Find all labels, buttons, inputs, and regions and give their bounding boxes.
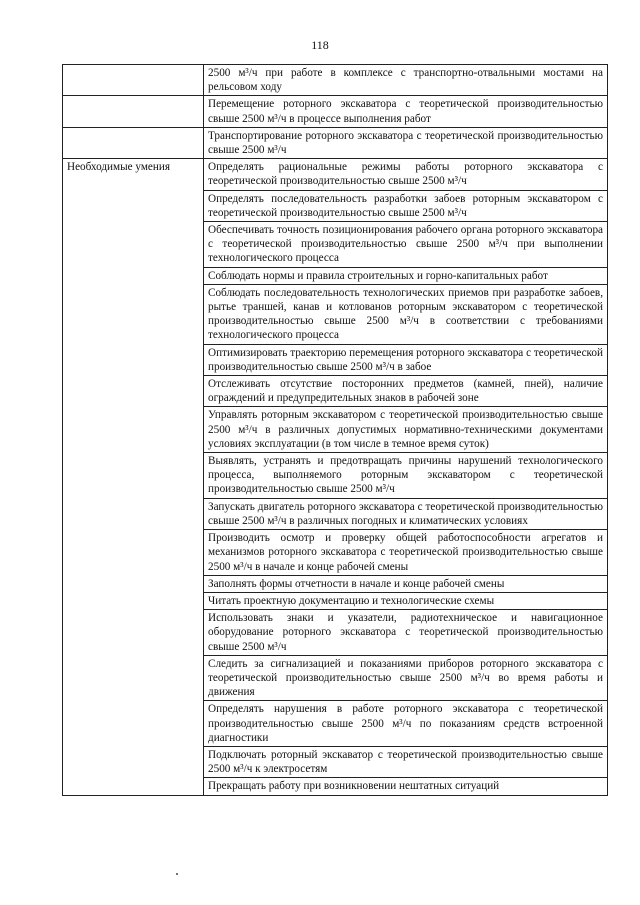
table-cell: Транспортирование роторного экскаватора с теоретической производительностью свыше 2500 м³/ч [204, 127, 608, 158]
table-cell: Определять рациональные режимы работы роторного экскаватора с теоретической производительностью свыше 2500 м³/ч [204, 159, 608, 190]
table-cell: Отслеживать отсутствие посторонних предметов (камней, пней), наличие ограждений и предупредительных знаков в рабочей зоне [204, 376, 608, 407]
table-cell: Определять последовательность разработки забоев роторным экскаватором с теоретической производительностью свыше 2500 м³/ч [204, 190, 608, 221]
table-row [63, 96, 608, 127]
table-cell: Читать проектную документацию и технологические схемы [204, 592, 608, 609]
table-cell: Прекращать работу при возникновении нештатных ситуаций [204, 778, 608, 795]
table-cell: Оптимизировать траекторию перемещения роторного экскаватора с теоретической производительностью свыше 2500 м³/ч в забое [204, 344, 608, 375]
table-cell: Производить осмотр и проверку общей работоспособности агрегатов и механизмов роторного экскаватора с теоретической производительностью свыше 2500 м³/ч в начале и конце рабочей смены [204, 530, 608, 576]
table-cell: Подключать роторный экскаватор с теоретической производительностью свыше 2500 м³/ч к электросетям [204, 746, 608, 777]
table-row [63, 65, 608, 96]
label-cell-empty [63, 127, 204, 158]
scan-speck [176, 873, 178, 875]
table-cell: Соблюдать последовательность технологических приемов при разработке забоев, рытье траншей, канав и котлованов роторным экскаватором с теоретической производительностью свыше 2500 м³/ч в соответствии с требованиями технологического процесса [204, 284, 608, 344]
table-cell: Заполнять формы отчетности в начале и конце рабочей смены [204, 575, 608, 592]
table-row [63, 159, 608, 190]
table-row [63, 127, 608, 158]
qualification-table [62, 64, 608, 796]
table-cell: Запускать двигатель роторного экскаватора с теоретической производительностью свыше 2500 м³/ч в различных погодных и климатических условиях [204, 498, 608, 529]
table-cell: Перемещение роторного экскаватора с теоретической производительностью свыше 2500 м³/ч в процессе выполнения работ [204, 96, 608, 127]
table-cell: 2500 м³/ч при работе в комплексе с транспортно-отвальными мостами на рельсовом ходу [204, 65, 608, 96]
table-cell: Использовать знаки и указатели, радиотехническое и навигационное оборудование роторного экскаватора с теоретической производительностью свыше 2500 м³/ч [204, 610, 608, 656]
page-number: 118 [311, 38, 329, 52]
table-cell: Определять нарушения в работе роторного экскаватора с теоретической производительностью свыше 2500 м³/ч по показаниям средств встроенной диагностики [204, 701, 608, 747]
table-cell: Следить за сигнализацией и показаниями приборов роторного экскаватора с теоретической производительностью свыше 2500 м³/ч во время работы и движения [204, 655, 608, 701]
label-cell-empty [63, 65, 204, 96]
table-cell: Выявлять, устранять и предотвращать причины нарушений технологического процесса, выполняемого роторным экскаватором с теоретической производительностью свыше 2500 м³/ч [204, 453, 608, 499]
table-cell: Управлять роторным экскаватором с теоретической производительностью свыше 2500 м³/ч в различных допустимых нормативно-техническими документами условиях эксплуатации (в том числе в темное время суток) [204, 407, 608, 453]
label-cell-empty [63, 96, 204, 127]
table-cell: Соблюдать нормы и правила строительных и горно-капитальных работ [204, 267, 608, 284]
section-label-skills: Необходимые умения [63, 159, 204, 795]
table-cell: Обеспечивать точность позиционирования рабочего органа роторного экскаватора с теоретической производительностью свыше 2500 м³/ч при выполнении технологического процесса [204, 222, 608, 268]
